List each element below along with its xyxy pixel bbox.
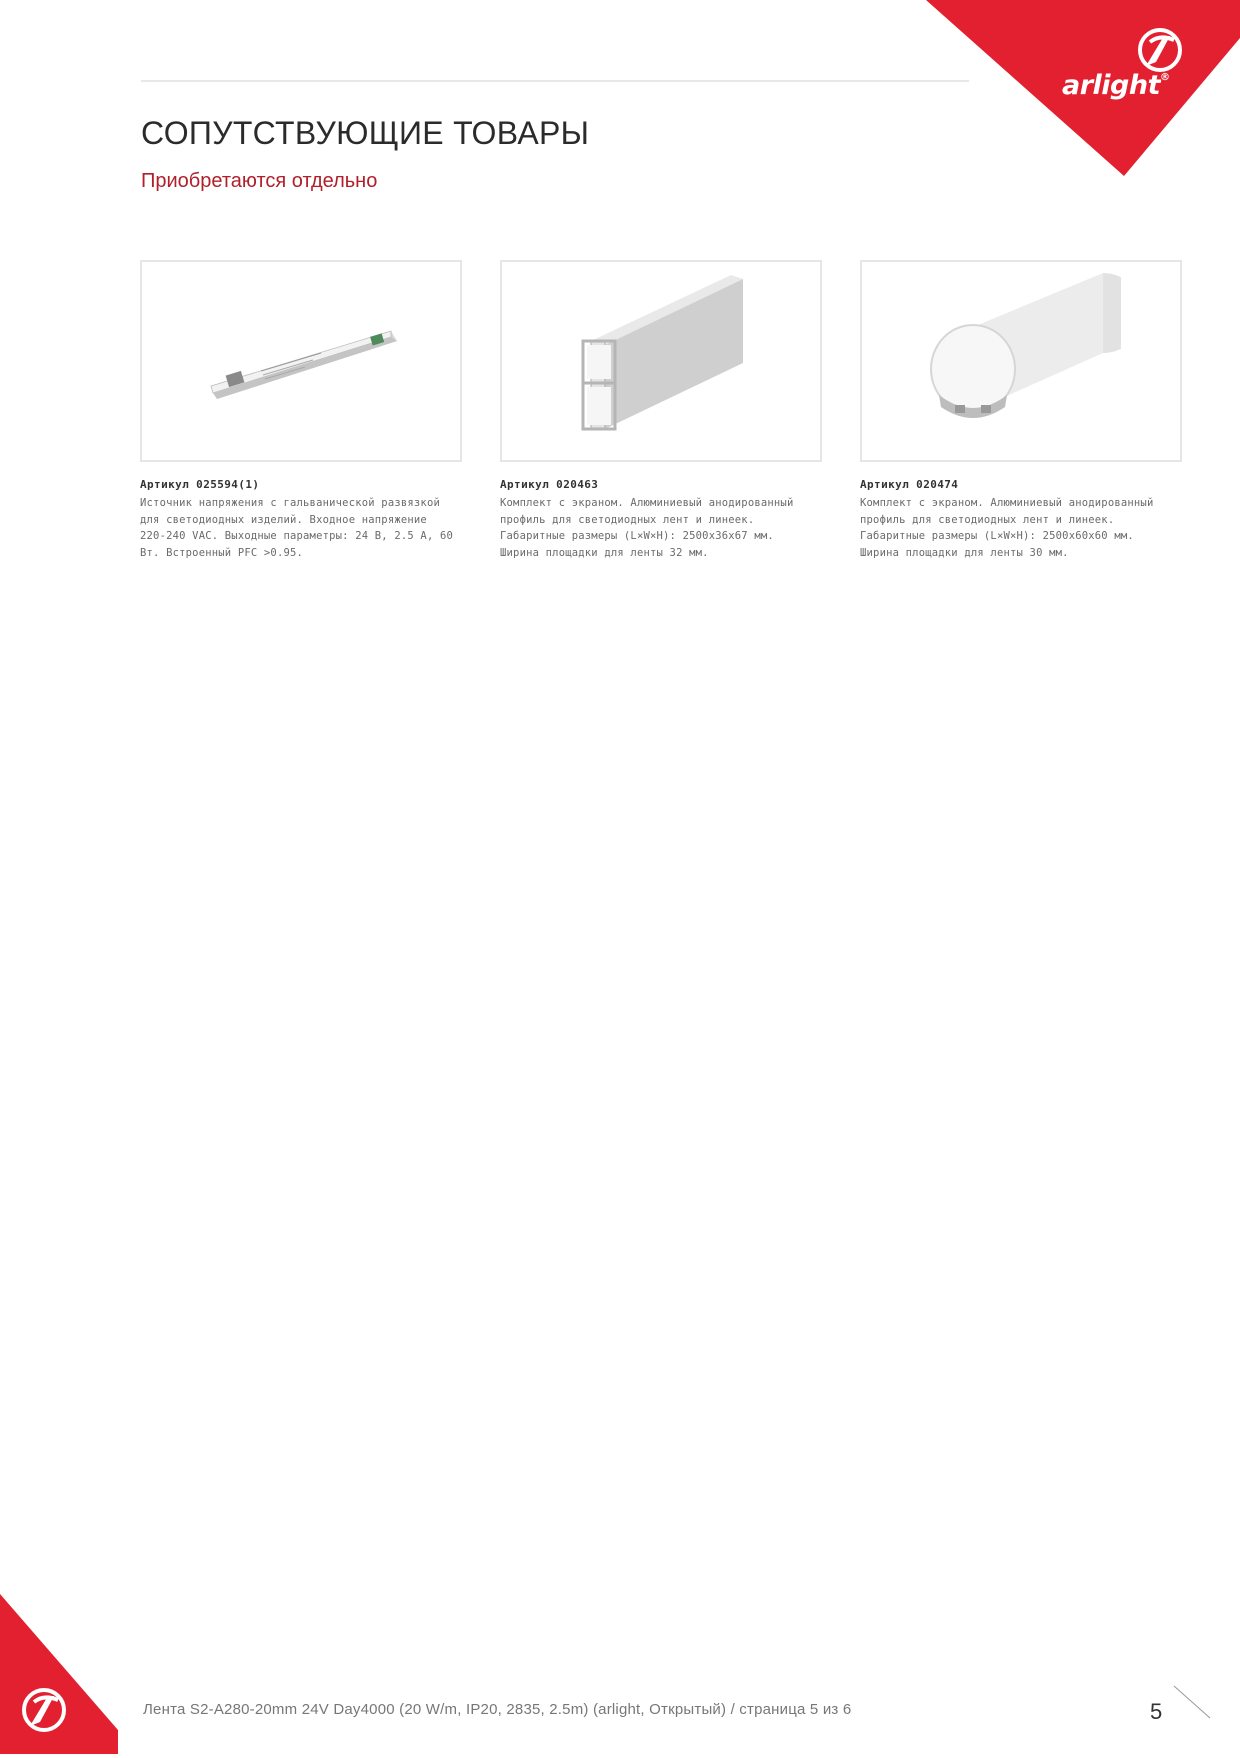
footer-corner-triangle (0, 1594, 118, 1754)
product-article: Артикул 020463 (500, 478, 599, 491)
page-subtitle: Приобретаются отдельно (141, 170, 378, 192)
product-image-1 (140, 260, 462, 462)
product-description: Источник напряжения с гальванической развязкой для светодиодных изделий. Входное напряжение 220-240 VAC. Выходные параметры: 24 В, 2.5 А, 60 Вт. Встроенный PFC >0.95. (140, 497, 454, 559)
product-image-2 (500, 260, 822, 462)
brand-wordmark: arlight® (1062, 70, 1170, 101)
product-description: Комплект с экраном. Алюминиевый анодированный профиль для светодиодных лент и линеек. Габаритные размеры (L×W×H): 2500x36x67 мм. Ширина площадки для ленты 32 мм. (500, 497, 794, 559)
product-card-2 (500, 260, 822, 561)
aluminum-profile-square-icon (571, 271, 751, 451)
product-article: Артикул 025594(1) (140, 478, 260, 491)
page-title: СОПУТСТВУЮЩИЕ ТОВАРЫ (141, 115, 590, 151)
power-supply-icon (201, 311, 401, 411)
product-card-1 (140, 260, 462, 561)
page-number: 5 (1150, 1699, 1163, 1724)
brand-corner (926, 0, 1240, 176)
footer-corner (0, 1594, 118, 1754)
product-image-3 (860, 260, 1182, 462)
product-description: Комплект с экраном. Алюминиевый анодированный профиль для светодиодных лент и линеек. Габаритные размеры (L×W×H): 2500x60x60 мм. Ширина площадки для ленты 30 мм. (860, 497, 1154, 559)
page-corner-slash (1172, 1684, 1212, 1720)
top-divider (141, 80, 969, 82)
aluminum-profile-round-icon (921, 271, 1121, 451)
footer-document-info: Лента S2-A280-20mm 24V Day4000 (20 W/m, IP20, 2835, 2.5m) (arlight, Открытый) / страница 5 из 6 (143, 1701, 852, 1718)
product-article: Артикул 020474 (860, 478, 959, 491)
product-card-3 (860, 260, 1182, 561)
